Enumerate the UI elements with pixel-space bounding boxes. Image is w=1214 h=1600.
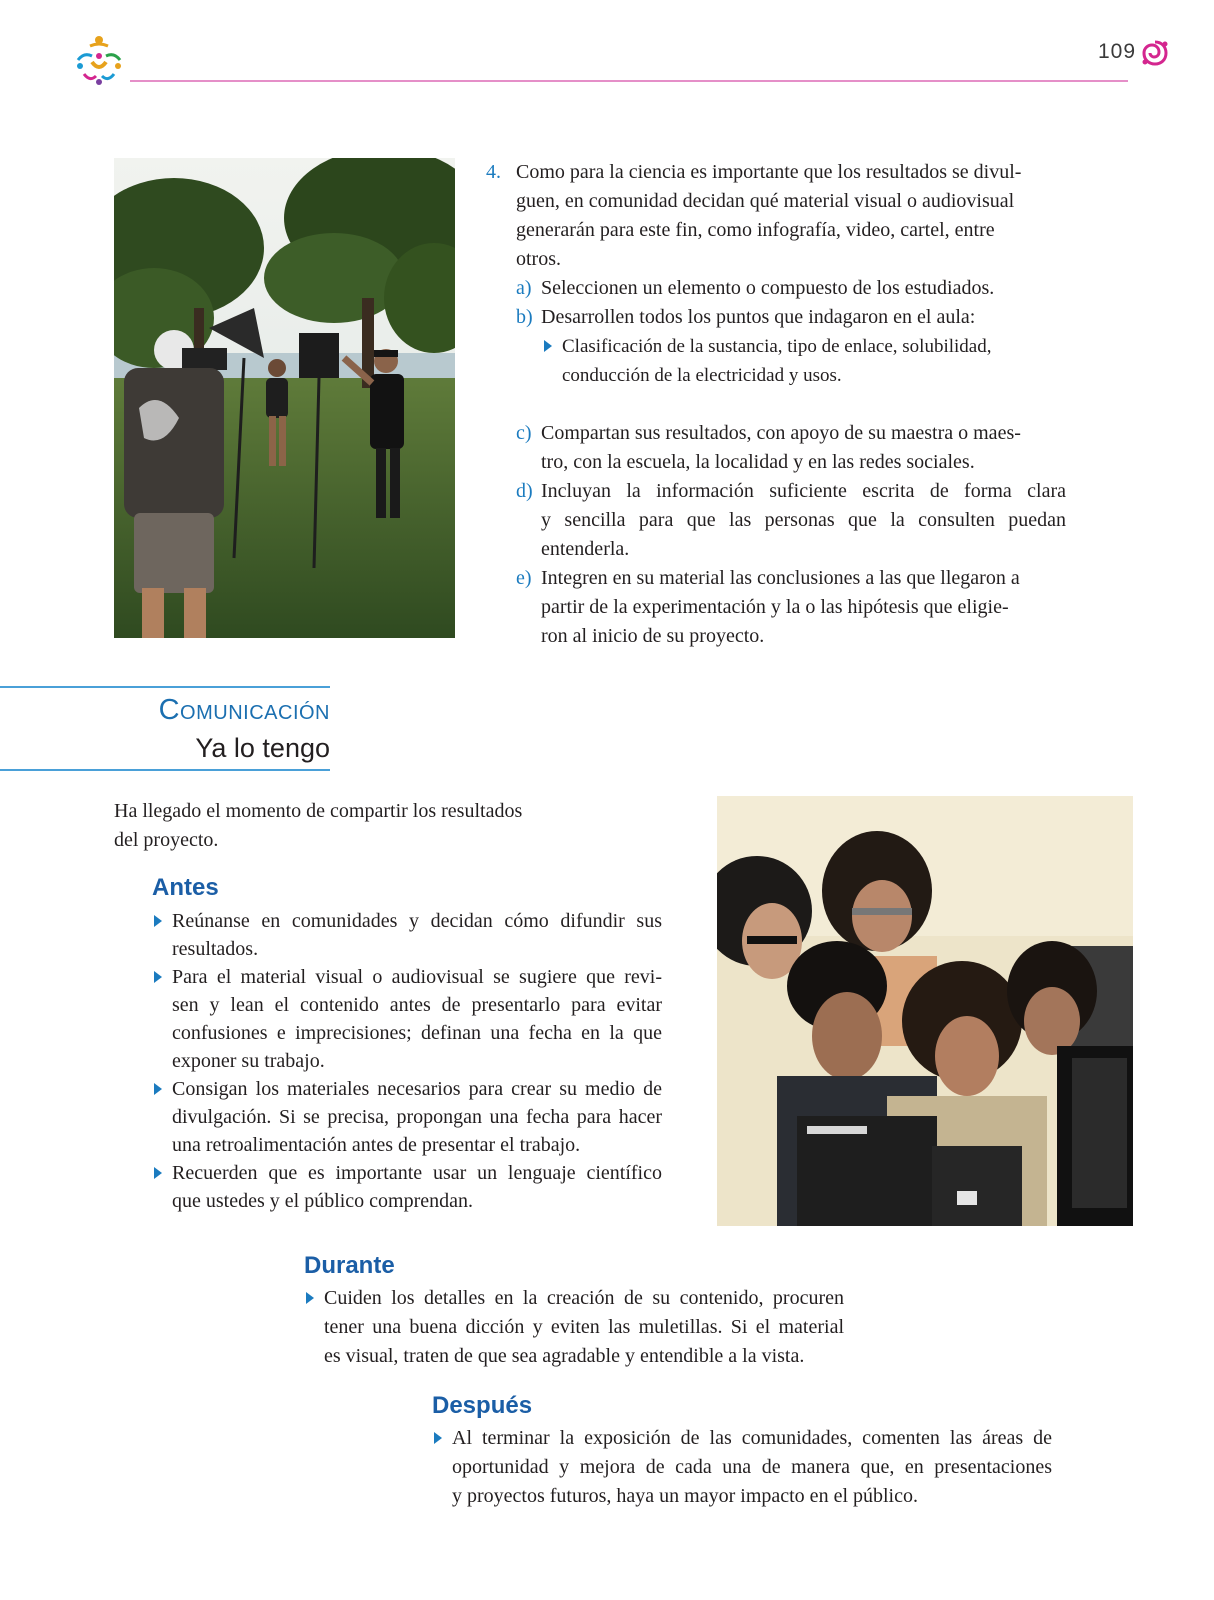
item-d-line: Incluyan la información suficiente escrita de forma clara (541, 480, 1066, 502)
photo-film-crew (114, 158, 455, 638)
item-d-line: y sencilla para que las personas que la consulten puedan (541, 509, 1066, 531)
activity-intro-line: guen, en comunidad decidan qué material visual o audiovisual (516, 190, 1015, 212)
antes-bullet-line: confusiones e imprecisiones; definan una fecha en la que (172, 1022, 662, 1044)
bullet-triangle-icon (434, 1432, 442, 1444)
antes-bullet-line: divulgación. Si se precisa, propongan una fecha para hacer (172, 1106, 662, 1128)
decorative-glyph-icon (1140, 38, 1170, 68)
heading-despues: Después (432, 1392, 533, 1419)
activity-intro-line: Como para la ciencia es importante que los resultados se divul- (516, 161, 1022, 183)
antes-bullet-line: que ustedes y el público comprendan. (172, 1190, 474, 1212)
item-letter-e: e) (516, 567, 532, 589)
item-c-line: Compartan sus resultados, con apoyo de su maestra o maes- (541, 422, 1021, 444)
despues-bullet-line: oportunidad y mejora de cada una de manera que, en presentaciones (452, 1456, 1052, 1478)
item-d-line: entenderla. (541, 538, 630, 560)
item-letter-d: d) (516, 480, 533, 502)
despues-bullet-line: y proyectos futuros, haya un mayor impacto en el público. (452, 1485, 918, 1507)
bullet-triangle-icon (306, 1292, 314, 1304)
item-b-line: Desarrollen todos los puntos que indagaron en el aula: (541, 306, 976, 328)
item-letter-a: a) (516, 277, 532, 299)
heading-durante: Durante (304, 1252, 395, 1279)
antes-bullet-line: una retroalimentación antes de presentar el trabajo. (172, 1134, 581, 1156)
intro-line: del proyecto. (114, 829, 219, 851)
textbook-logo-icon (70, 32, 128, 88)
bullet-triangle-icon (544, 340, 552, 352)
durante-bullet-line: es visual, traten de que sea agradable y entendible a la vista. (324, 1345, 805, 1367)
intro-line: Ha llegado el momento de compartir los resultados (114, 800, 523, 822)
page-number: 109 (1098, 40, 1137, 63)
item-e-line: Integren en su material las conclusiones a las que llegaron a (541, 567, 1020, 589)
antes-bullet-line: resultados. (172, 938, 259, 960)
despues-bullet-line: Al terminar la exposición de las comunidades, comenten las áreas de (452, 1427, 1052, 1449)
section-rule-bottom (0, 769, 330, 771)
sub-bullet-line: Clasificación de la sustancia, tipo de enlace, solubilidad, (562, 336, 992, 357)
item-letter-b: b) (516, 306, 533, 328)
antes-bullet-line: Para el material visual o audiovisual se sugiere que revi- (172, 966, 662, 988)
bullet-triangle-icon (154, 915, 162, 927)
antes-bullet-line: Reúnanse en comunidades y decidan cómo difundir sus (172, 910, 662, 932)
activity-intro-line: otros. (516, 248, 561, 270)
item-c-line: tro, con la escuela, la localidad y en las redes sociales. (541, 451, 975, 473)
photo-students-computers (717, 796, 1133, 1226)
item-letter-c: c) (516, 422, 532, 444)
antes-bullet-line: Consigan los materiales necesarios para crear su medio de (172, 1078, 662, 1100)
heading-antes: Antes (152, 874, 219, 901)
item-e-line: ron al inicio de su proyecto. (541, 625, 765, 647)
durante-bullet-line: tener una buena dicción y eviten las muletillas. Si el material (324, 1316, 844, 1338)
durante-bullet-line: Cuiden los detalles en la creación de su contenido, procuren (324, 1287, 844, 1309)
antes-bullet-line: exponer su trabajo. (172, 1050, 325, 1072)
antes-bullet-line: sen y lean el contenido antes de presentarlo para evitar (172, 994, 662, 1016)
bullet-triangle-icon (154, 971, 162, 983)
item-e-line: partir de la experimentación y la o las hipótesis que eligie- (541, 596, 1009, 618)
bullet-triangle-icon (154, 1083, 162, 1095)
intro-paragraph (114, 797, 614, 855)
sub-bullet-line: conducción de la electricidad y usos. (562, 365, 842, 386)
section-rule-top (0, 686, 330, 688)
antes-bullet-line: Recuerden que es importante usar un lenguaje científico (172, 1162, 662, 1184)
bullet-triangle-icon (154, 1167, 162, 1179)
section-title: Comunicación (158, 694, 330, 726)
item-a-line: Seleccionen un elemento o compuesto de los estudiados. (541, 277, 995, 299)
activity-number: 4. (486, 161, 501, 183)
section-subtitle: Ya lo tengo (195, 733, 330, 763)
activity-intro-line: generarán para este fin, como infografía, video, cartel, entre (516, 219, 995, 241)
header-rule (130, 80, 1128, 82)
